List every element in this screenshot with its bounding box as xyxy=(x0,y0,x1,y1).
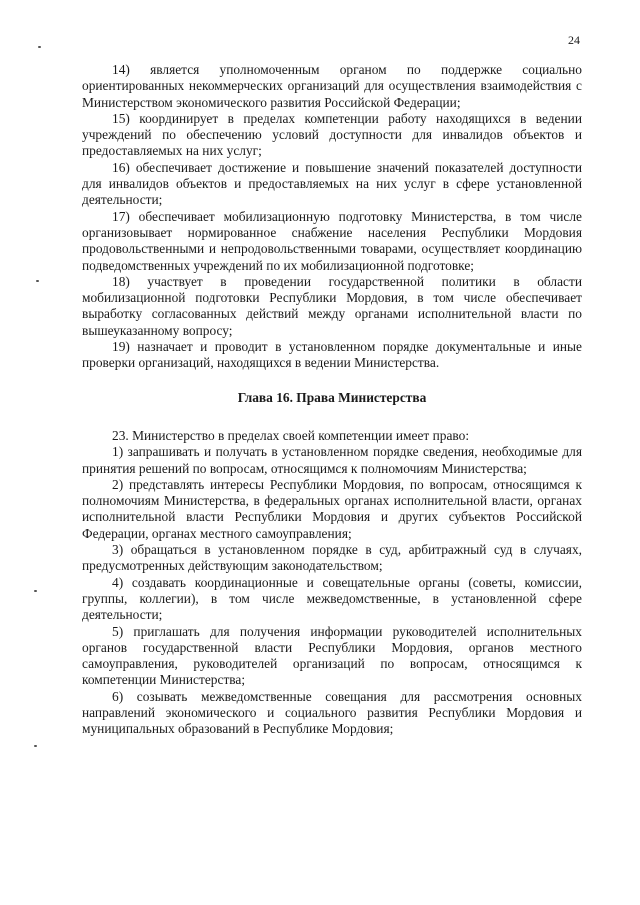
chapter-title: Глава 16. Права Министерства xyxy=(237,389,427,405)
scan-mark xyxy=(34,745,37,747)
list-item: 17) обеспечивает мобилизационную подготовку Министерства, в том числе организовывает нормированное снабжение населения Республики Мордовия продовольственными и непродовольственными товарами, осуществляет координацию подведомственных учреждений по их мобилизационной подготовке; xyxy=(82,208,582,273)
scan-mark xyxy=(38,46,41,48)
page-number: 24 xyxy=(568,33,580,47)
list-item: 16) обеспечивает достижение и повышение значений показателей доступности для инвалидов объектов и предоставляемых на них услуг в сфере установленной деятельности; xyxy=(82,159,582,208)
list-item: 3) обращаться в установленном порядке в суд, арбитражный суд в случаях, предусмотренных действующим законодательством; xyxy=(82,542,582,574)
section-intro: 23. Министерство в пределах своей компетенции имеет право: xyxy=(112,427,470,443)
list-item: 6) созывать межведомственные совещания для рассмотрения основных направлений экономического и социального развития Республики Мордовия и муниципальных образований в Республике Мордовия; xyxy=(82,688,582,737)
list-item: 15) координирует в пределах компетенции работу находящихся в ведении учреждений по обеспечению условий доступности для инвалидов объектов и предоставляемых на них услуг; xyxy=(82,110,582,159)
list-item: 5) приглашать для получения информации руководителей исполнительных органов государственной власти Республики Мордовия, органов местного самоуправления, руководителей организаций по вопросам, относящимся к компетенции Министерства; xyxy=(82,623,582,688)
list-item: 19) назначает и проводит в установленном порядке документальные и иные проверки организаций, находящихся в ведении Министерства. xyxy=(82,339,582,371)
list-item: 4) создавать координационные и совещательные органы (советы, комиссии, группы, коллегии), в том числе межведомственные, в установленной сфере деятельности; xyxy=(82,574,582,623)
scan-mark xyxy=(34,590,37,592)
list-item: 2) представлять интересы Республики Мордовия, по вопросам, относящимся к полномочиям Министерства, в федеральных органах исполнительной власти, органах исполнительной власти Республики Мордовия и других субъектов Российской Федерации, органах местного самоуправления; xyxy=(82,476,582,541)
list-item: 1) запрашивать и получать в установленном порядке сведения, необходимые для принятия решений по вопросам, относящимся к полномочиям Министерства; xyxy=(82,444,582,476)
document-body xyxy=(82,62,582,738)
list-item: 14) является уполномоченным органом по поддержке социально ориентированных некоммерческих организаций для осуществления взаимодействия с Министерством экономического развития Российской Федерации; xyxy=(82,62,582,110)
scan-mark xyxy=(36,280,39,282)
list-item: 18) участвует в проведении государственной политики в области мобилизационной подготовки Республики Мордовия, в том числе обеспечивает выработку согласованных действий между органами исполнительной власти по вышеуказанному вопросу; xyxy=(82,273,582,338)
